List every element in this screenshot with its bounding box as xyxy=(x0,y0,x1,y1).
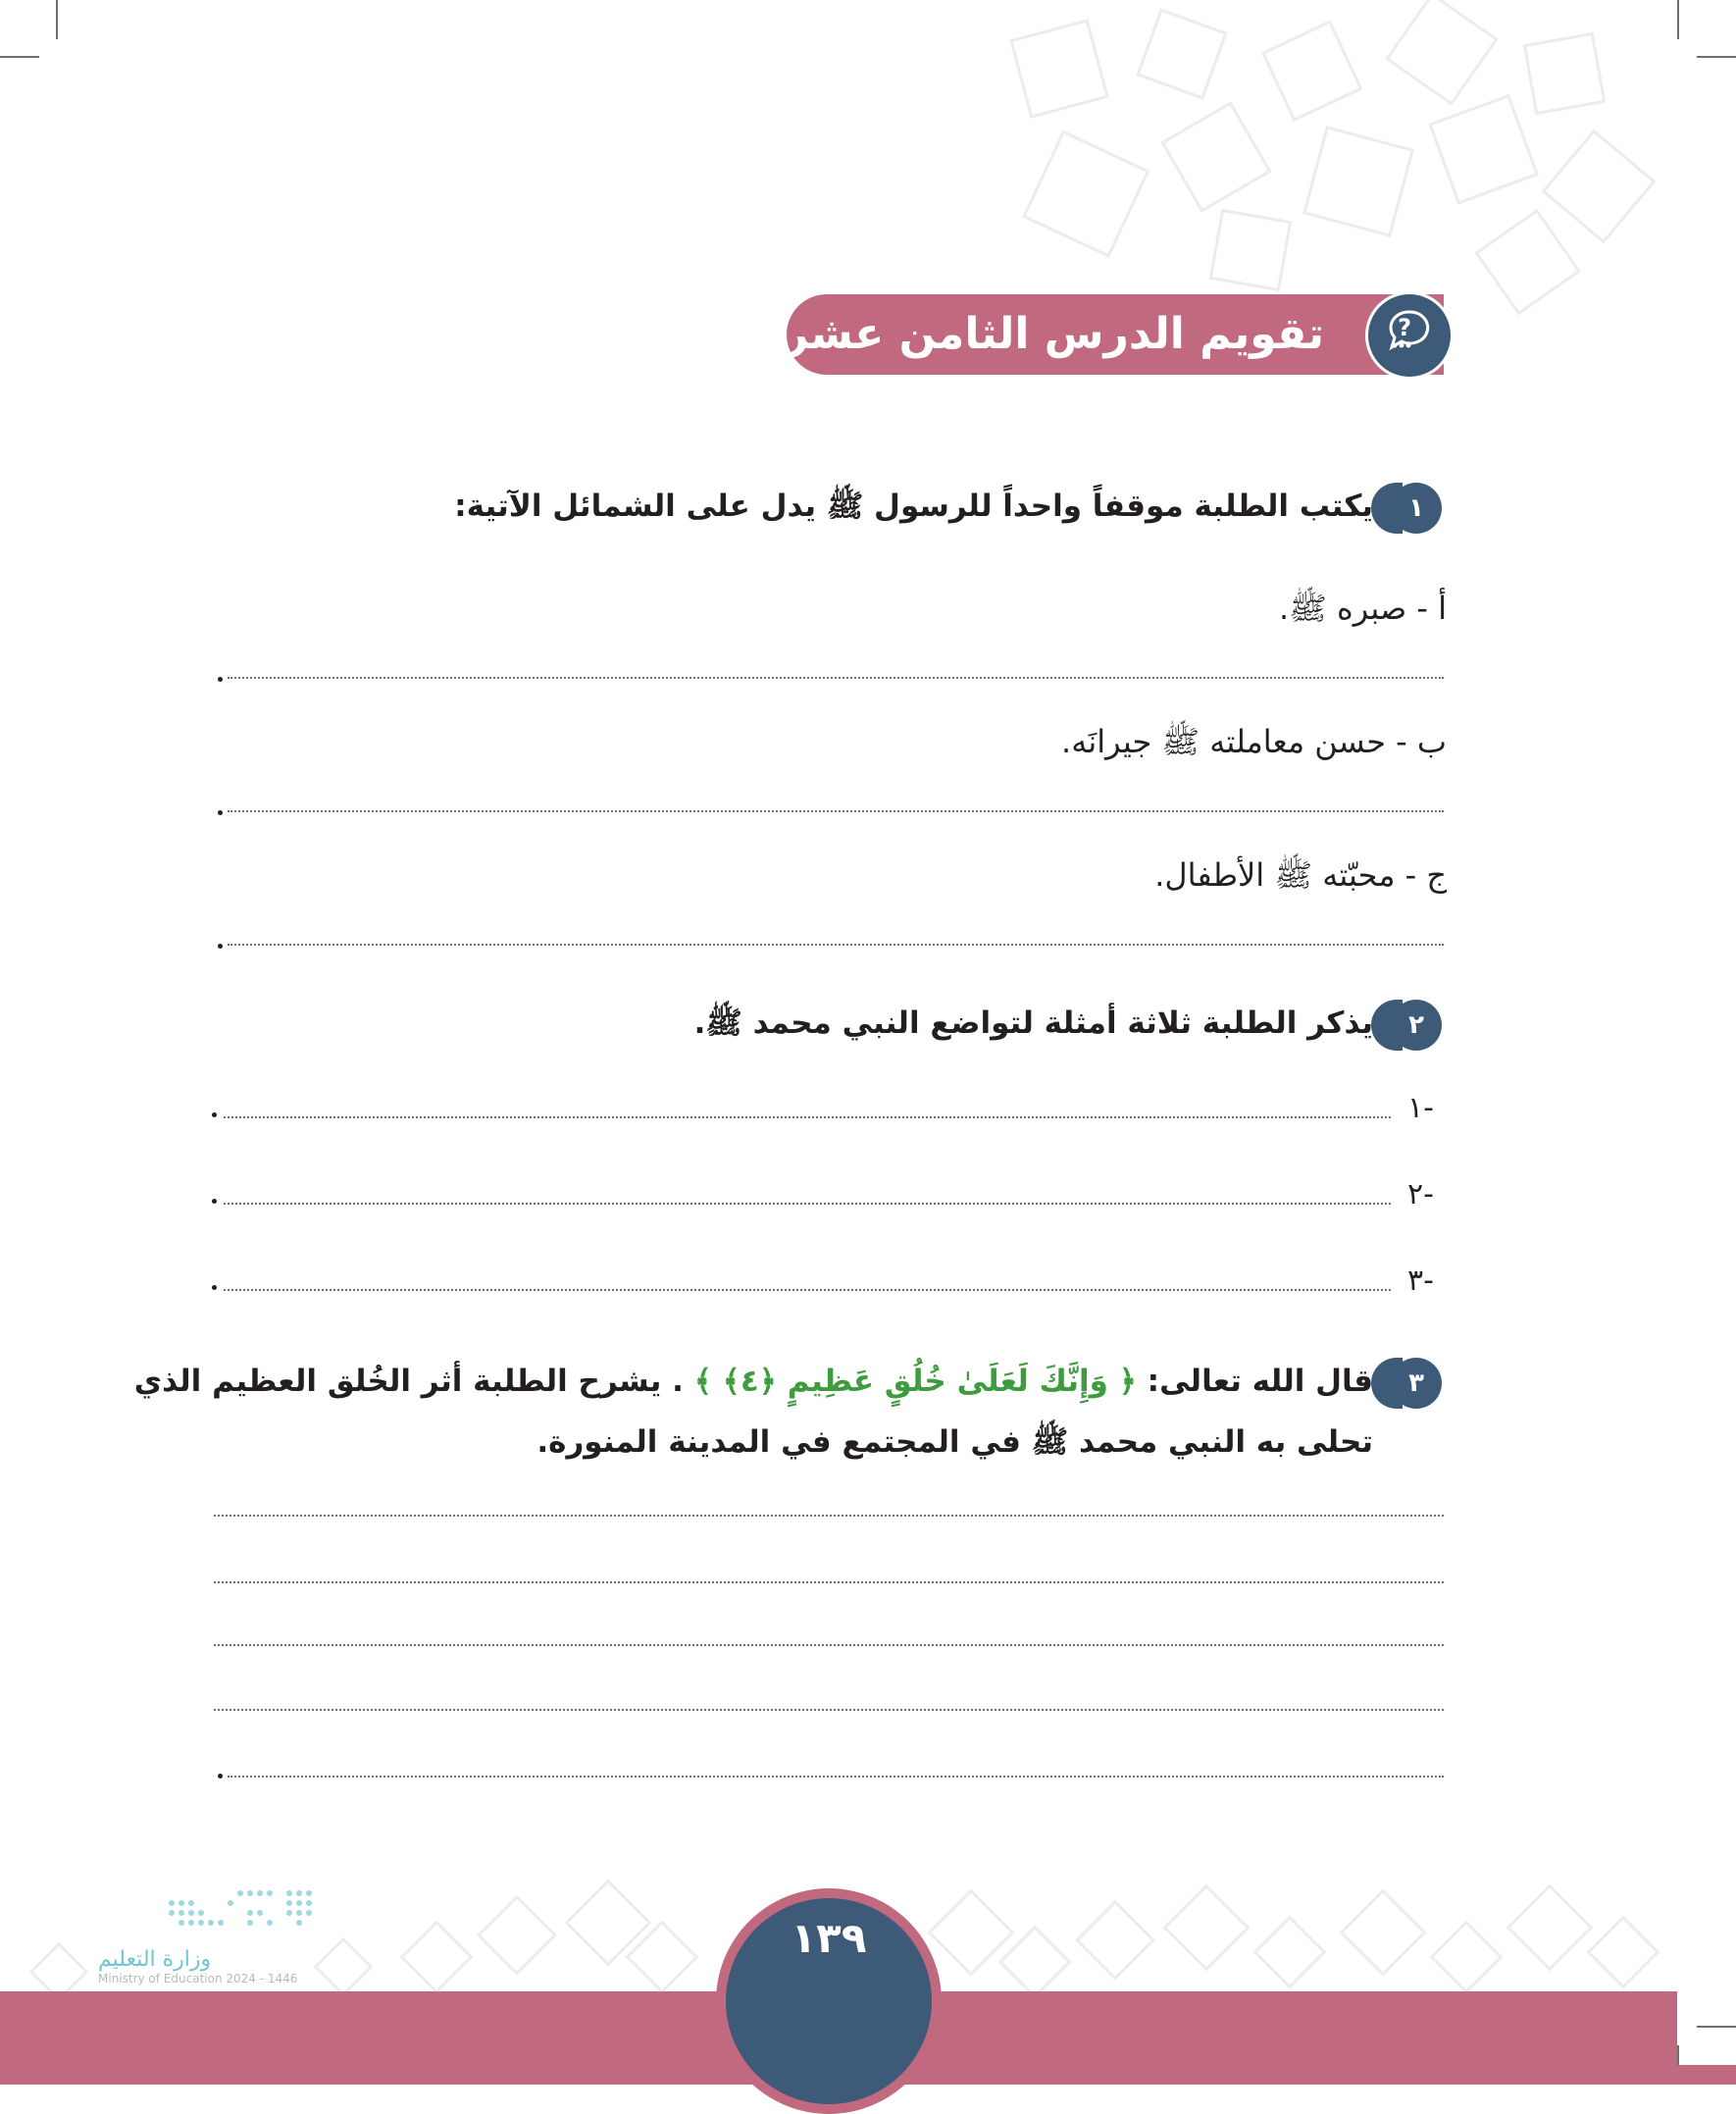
question-number-badge: ٢ xyxy=(1391,1000,1442,1051)
svg-text:?: ? xyxy=(1398,314,1411,341)
page-number: ١٣٩ xyxy=(791,1914,867,1962)
answer-line[interactable] xyxy=(214,1515,1444,1517)
line-end-dot xyxy=(218,810,223,815)
crop-mark xyxy=(56,0,58,39)
page-title: تقويم الدرس الثامن عشر xyxy=(784,309,1324,359)
verse-intro: قال الله تعالى: xyxy=(1147,1364,1373,1399)
answer-line[interactable] xyxy=(228,810,1444,812)
answer-line[interactable] xyxy=(214,1644,1444,1646)
line-end-dot xyxy=(212,1199,217,1204)
answer-line[interactable] xyxy=(228,1776,1444,1778)
question-number-badge: ١ xyxy=(1391,483,1442,534)
ministry-year: 2024 - 1446 xyxy=(226,1972,298,1985)
question-2-item-2: -٢ xyxy=(1407,1177,1434,1212)
line-end-dot xyxy=(218,677,223,682)
answer-line[interactable] xyxy=(228,944,1444,946)
line-end-dot xyxy=(212,1112,217,1117)
question-1-item-a: أ - صبره ﷺ. xyxy=(1278,590,1447,627)
question-2-item-3: -٣ xyxy=(1407,1263,1434,1298)
answer-line[interactable] xyxy=(224,1289,1391,1291)
answer-line[interactable] xyxy=(228,677,1444,679)
question-3-text: . يشرح الطلبة أثر الخُلق العظيم الذي xyxy=(133,1364,684,1399)
ministry-name-en xyxy=(98,1972,297,1985)
question-1-item-b: ب - حسن معاملته ﷺ جيرانَه. xyxy=(1061,723,1447,760)
crop-mark xyxy=(1697,2026,1736,2028)
crop-mark xyxy=(1677,0,1679,39)
question-3-line-1 xyxy=(134,1352,1373,1411)
ministry-name-ar: وزارة التعليم xyxy=(98,1947,212,1972)
question-2-text: يذكر الطلبة ثلاثة أمثلة لتواضع النبي محمد ﷺ. xyxy=(693,1005,1373,1041)
question-1-text: يكتب الطلبة موقفاً واحداً للرسول ﷺ يدل على الشمائل الآتية: xyxy=(454,489,1373,524)
question-chat-icon xyxy=(1365,291,1454,380)
question-3-line-2: تحلى به النبي محمد ﷺ في المجتمع في المدينة المنورة. xyxy=(536,1424,1373,1460)
crop-mark xyxy=(1697,56,1736,58)
question-1-item-c: ج - محبّته ﷺ الأطفال. xyxy=(1154,856,1447,894)
crop-mark xyxy=(0,56,39,58)
answer-line[interactable] xyxy=(214,1709,1444,1711)
answer-line[interactable] xyxy=(224,1203,1391,1205)
ministry-name-en-text: Ministry of Education xyxy=(98,1972,223,1985)
line-end-dot xyxy=(218,944,223,949)
line-end-dot xyxy=(218,1774,223,1779)
answer-line[interactable] xyxy=(224,1116,1391,1118)
quran-verse: ﴿ وَإِنَّكَ لَعَلَىٰ خُلُقٍ عَظِيمٍ ﴿٤﴾ ﴾ xyxy=(693,1364,1137,1399)
line-end-dot xyxy=(212,1285,217,1290)
answer-line[interactable] xyxy=(214,1581,1444,1583)
question-2-item-1: -١ xyxy=(1407,1091,1434,1125)
question-number-badge: ٣ xyxy=(1391,1358,1442,1409)
